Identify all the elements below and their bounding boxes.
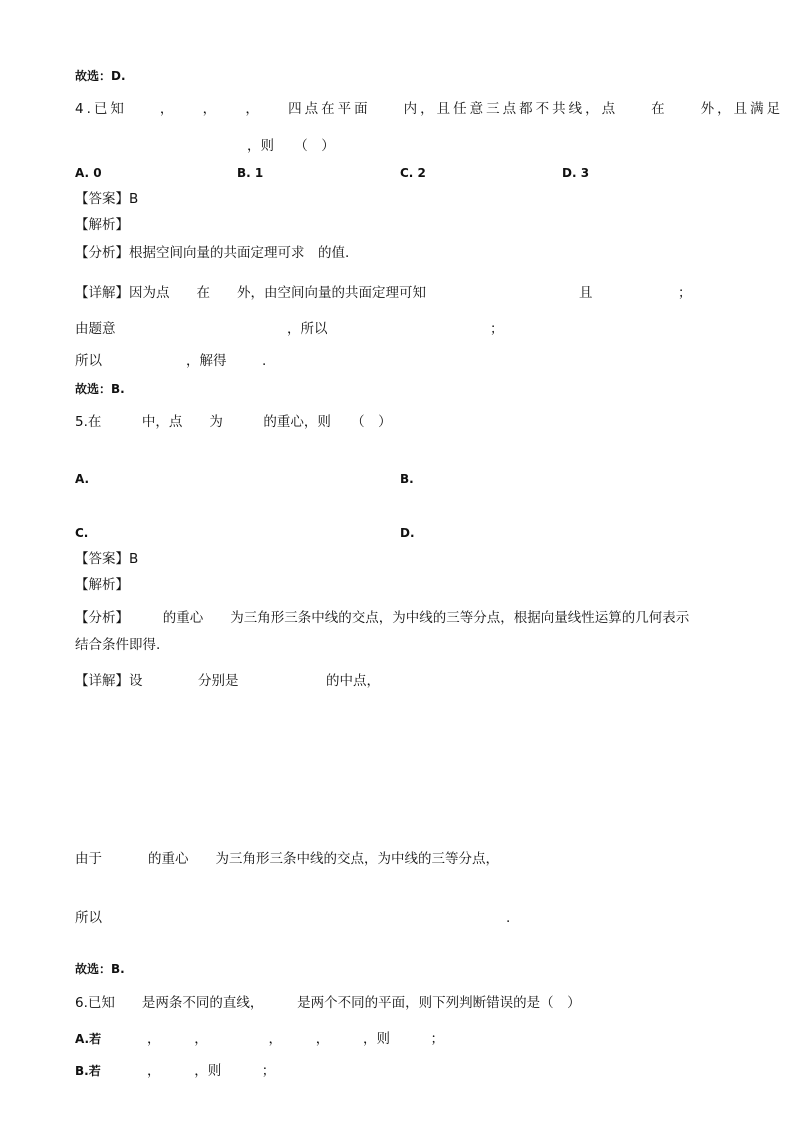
q6-option-b-text: ， ，则 ； xyxy=(147,1063,276,1079)
answer-4: 【答案】B xyxy=(75,191,139,207)
option-a: A. 0 xyxy=(75,166,102,180)
detail-5-end: 的中点， xyxy=(326,673,380,689)
detail-4-line3-mid: ，解得 xyxy=(186,353,227,369)
answer-line-d: 故选：D. xyxy=(75,69,126,83)
analysis-5-line1: 【分析】 的重心 为三角形三条中线的交点，为中线的三等分点，根据向量线性运算的几何表示 xyxy=(75,610,690,626)
detail-4-line3-end: . xyxy=(262,353,267,369)
question-4-stem-cont: ，则 （ ） xyxy=(247,138,335,154)
option-c: C. 2 xyxy=(400,166,426,180)
detail-5-since-text: 的重心 为三角形三条中线的交点，为中线的三等分点， xyxy=(148,851,499,867)
analysis-4-fenxi: 【分析】根据空间向量的共面定理可求 的值. xyxy=(75,245,350,261)
analysis-4-heading: 【解析】 xyxy=(75,217,129,233)
answer-5: 【答案】B xyxy=(75,551,139,567)
detail-5-start: 【详解】设 xyxy=(75,673,143,689)
option-b: B. 1 xyxy=(237,166,264,180)
option-d: D. 3 xyxy=(562,166,590,180)
question-5-stem: 5.在 中，点 为 的重心，则 （ ） xyxy=(75,414,392,430)
question-4-stem: 4.已知 ， ， ， 四点在平面 内，且任意三点都不共线，点 在 外，且满足 xyxy=(75,101,784,117)
q6-option-a-label: A.若 xyxy=(75,1032,102,1046)
analysis-5-heading: 【解析】 xyxy=(75,577,129,593)
q5-option-a: A. xyxy=(75,472,90,486)
detail-4-semicolon: ； xyxy=(678,285,692,301)
detail-4-line1: 【详解】因为点 在 外，由空间向量的共面定理可知 xyxy=(75,285,426,301)
analysis-5-line2: 结合条件即得. xyxy=(75,637,161,653)
detail-4-and: 且 xyxy=(579,285,593,301)
detail-4-line2-end: ； xyxy=(490,321,504,337)
detail-4-line2-mid: ，所以 xyxy=(287,321,328,337)
q5-option-b: B. xyxy=(400,472,414,486)
q6-option-b-label: B.若 xyxy=(75,1064,101,1078)
detail-4-line3-start: 所以 xyxy=(75,353,102,369)
question-6-stem: 6.已知 是两条不同的直线， 是两个不同的平面，则下列判断错误的是（ ） xyxy=(75,995,581,1011)
answer-line-b-4: 故选：B. xyxy=(75,382,125,396)
detail-5-therefore: 所以 xyxy=(75,910,102,926)
q5-option-c: C. xyxy=(75,526,89,540)
answer-line-b-5: 故选：B. xyxy=(75,962,125,976)
detail-5-period: . xyxy=(506,910,511,926)
q6-option-a-text: ， ， ， ， ，则 ； xyxy=(147,1031,444,1047)
q5-option-d: D. xyxy=(400,526,415,540)
detail-5-since: 由于 xyxy=(75,851,102,867)
detail-4-line2-start: 由题意 xyxy=(75,321,116,337)
detail-5-mid: 分别是 xyxy=(198,673,239,689)
